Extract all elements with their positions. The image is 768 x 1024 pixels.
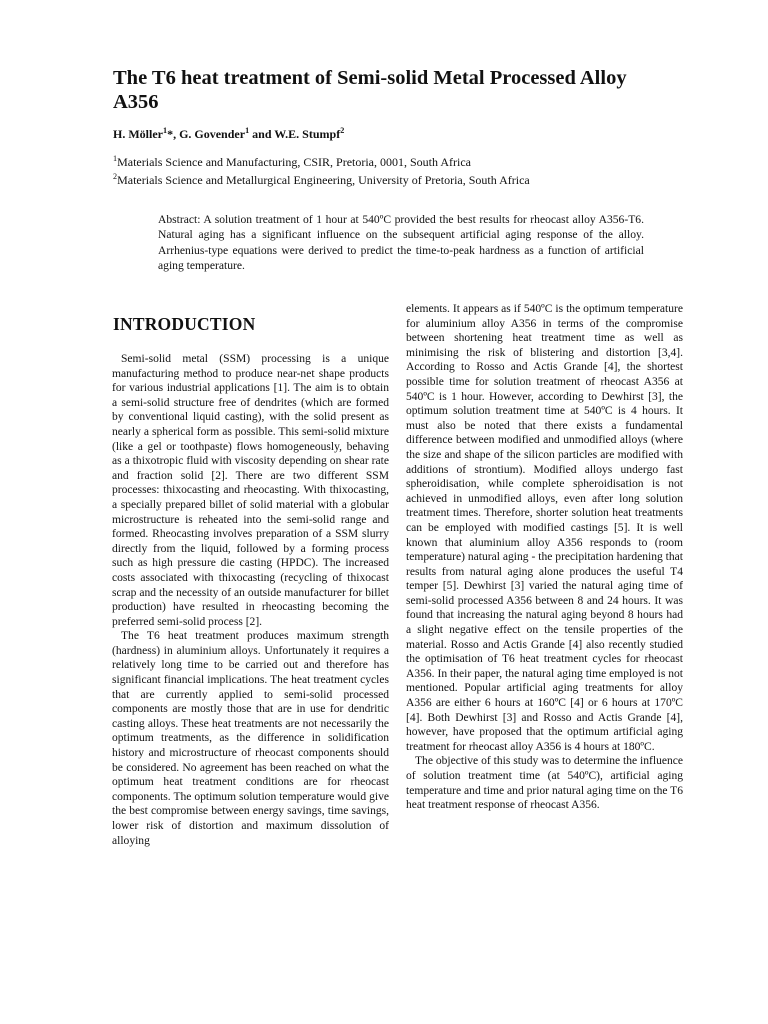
corresponding-author-marker: *, (167, 127, 180, 141)
author-name: W.E. Stumpf (274, 127, 341, 141)
affiliation-text: Materials Science and Metallurgical Engineering, University of Pretoria, South Africa (117, 173, 530, 187)
left-column (112, 352, 389, 848)
affiliation-text: Materials Science and Manufacturing, CSIR, Pretoria, 0001, South Africa (117, 155, 471, 169)
affiliations (113, 153, 673, 189)
author-name: H. Möller (113, 127, 163, 141)
author-name: G. Govender (179, 127, 246, 141)
abstract: Abstract: A solution treatment of 1 hour at 540ºC provided the best results for rheocast alloy A356-T6. Natural aging has a significant influence on the subsequent artificial aging response of the alloy. Arrhenius-type equations were derived to predict the time-to-peak hardness as a function of artificial aging temperature. (158, 213, 644, 273)
affiliation-marker: 2 (340, 126, 345, 135)
affiliation-line (113, 171, 673, 189)
body-paragraph: elements. It appears as if 540ºC is the optimum temperature for aluminium alloy A356 in terms of the compromise between shortening heat treatment time as well as minimising the risk of blistering and distortion [3,4]. According to Rosso and Actis Grande [4], the shortest possible time for solution treatment of rheocast A356 at 540ºC is 1 hour. However, according to Dewhirst [3], the optimum solution treatment time at 540ºC is 4 hours. It must also be noted that there exists a fundamental difference between modified and unmodified alloys (where the size and shape of the silicon particles are modified with additions of strontium). Modified alloys undergo fast spheroidisation, while complete spheroidisation is not achieved in unmodified alloys, even after long solution treatment times. Therefore, shorter solution heat treatments can be employed with modified castings [5]. It is well known that aluminium alloy A356 responds to (room temperature) natural aging - the precipitation hardening that results from natural aging alone produces the useful T4 temper [5]. Dewhirst [3] varied the natural aging time of semi-solid processed A356 between 8 and 24 hours. It was found that increasing the natural aging beyond 8 hours had a slight negative effect on the tensile properties of the material. Rosso and Actis Grande [4] also recently studied the optimisation of T6 heat treatment cycles for rheocast A356. In their paper, the natural aging time employed is not mentioned. Popular artificial aging treatments for alloy A356 are either 6 hours at 160ºC [4] or 6 hours at 170ºC [4]. Both Dewhirst [3] and Rosso and Actis Grande [4], however, have proposed that the optimum artificial aging treatment for rheocast alloy A356 is 4 hours at 180ºC. (406, 303, 683, 753)
author-list (113, 127, 673, 142)
affiliation-line (113, 153, 673, 171)
body-paragraph: The objective of this study was to determine the influence of solution treatment time (at 540ºC), artificial aging temperature and time and prior natural aging time on the T6 heat treatment response of rheocast A356. (406, 755, 683, 812)
affiliation-marker: 1 (113, 154, 118, 163)
body-paragraph: Semi-solid metal (SSM) processing is a unique manufacturing method to produce near-net shape products for various industrial applications [1]. The aim is to obtain a semi-solid structure free of dendrites (which are formed by conventional liquid casting), with the solid present as nearly a spherical form as possible. This semi-solid mixture (like a gel or toothpaste) flows homogeneously, behaving as a thixotropic fluid with viscosity depending on shear rate and fraction solid [2]. There are two different SSM processes: thixocasting and rheocasting. With thixocasting, a specially prepared billet of solid material with a globular microstructure is reheated into the semi-solid range and formed. Rheocasting involves preparation of a SSM slurry directly from the liquid, followed by a forming process such as high pressure die casting (HPDC). The increased costs associated with thixocasting (recycling of thixocast scrap and the necessity of an outside manufacturer for billet production) have resulted in rheocasting becoming the preferred semi-solid process [2]. (112, 353, 389, 628)
right-column (406, 302, 683, 813)
affiliation-marker: 1 (162, 126, 168, 135)
body-paragraph: The T6 heat treatment produces maximum strength (hardness) in aluminium alloys. Unfortunately it requires a relatively long time to be carried out and therefore has significant financial implications. The heat treatment cycles that are currently applied to semi-solid processed components are mostly those that are in use for dendritic casting alloys. These heat treatments are not necessarily the optimum treatments, as the difference in solidification history and microstructure of rheocast components should be considered. No agreement has been reached on what the optimum heat treatment conditions are for rheocast components. The optimum solution temperature would give the best compromise between energy savings, time savings, lower risk of distortion and maximum dissolution of alloying (112, 630, 389, 847)
affiliation-marker: 1 (245, 126, 250, 135)
affiliation-marker: 2 (113, 172, 118, 181)
author-separator: and (249, 127, 275, 141)
paper-title: The T6 heat treatment of Semi-solid Metal Processed Alloy A356 (113, 67, 627, 113)
section-heading: INTRODUCTION (113, 314, 256, 334)
